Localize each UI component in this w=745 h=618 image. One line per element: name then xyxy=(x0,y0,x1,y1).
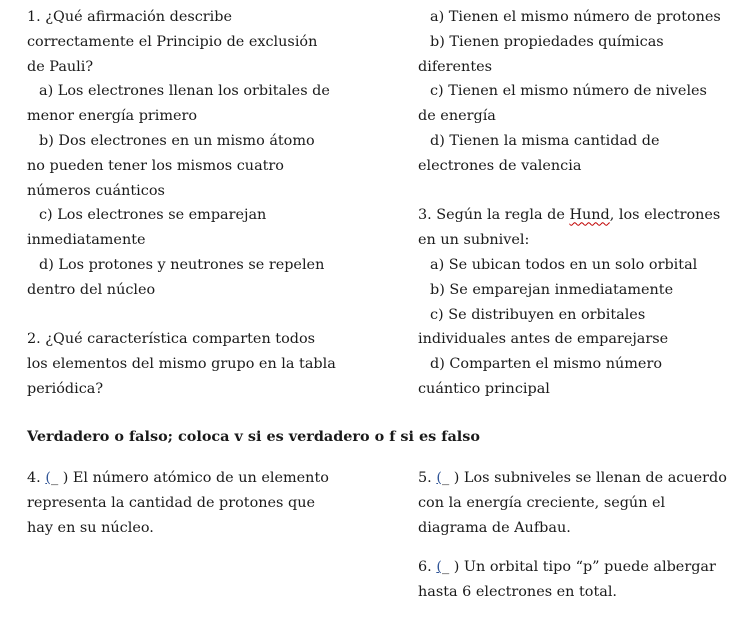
tf-question-5 xyxy=(418,466,745,540)
q1-option-d: d) Los protones y neutrones se repelen xyxy=(39,256,325,273)
q1-stem-line: correctamente el Principio de exclusión xyxy=(27,33,318,50)
q5-number: 5. xyxy=(418,470,437,486)
q4-text: El número atómico de un elemento xyxy=(68,470,329,486)
q3-stem-suffix: , los electrones xyxy=(609,207,721,224)
q4-number: 4. xyxy=(27,470,46,486)
q6-text: Un orbital tipo “p” puede albergar xyxy=(459,559,716,576)
q4-line xyxy=(27,466,417,491)
q5-text-cont: con la energía creciente, según el xyxy=(418,494,666,511)
q6-blank-close: _ ) xyxy=(441,559,460,576)
q2-option-d-cont: electrones de valencia xyxy=(418,157,582,174)
q4-blank-close: _ ) xyxy=(50,470,69,486)
q2-stem-line: periódica? xyxy=(27,380,104,397)
q5-answer-blank[interactable]: ( xyxy=(436,470,442,486)
question-2-options xyxy=(418,5,745,179)
question-3 xyxy=(418,203,745,401)
q1-option-c-cont: inmediatamente xyxy=(27,232,146,249)
tf-question-4 xyxy=(27,466,417,540)
q5-line xyxy=(418,466,745,491)
q1-option-b: b) Dos electrones en un mismo átomo xyxy=(39,132,315,149)
q4-answer-blank[interactable]: ( xyxy=(45,470,51,486)
q3-stem-line xyxy=(418,203,745,228)
q1-stem-line: 1. ¿Qué afirmación describe xyxy=(27,9,233,25)
q2-option-d: d) Tienen la misma cantidad de xyxy=(430,132,660,149)
q2-option-c: c) Tienen el mismo número de niveles xyxy=(430,83,707,100)
q3-option-c: c) Se distribuyen en orbitales xyxy=(430,306,646,323)
q2-option-b-cont: diferentes xyxy=(418,58,493,75)
q3-option-b: b) Se emparejan inmediatamente xyxy=(430,281,674,298)
q6-number: 6. xyxy=(418,559,437,576)
q1-option-a-cont: menor energía primero xyxy=(27,108,198,125)
q2-stem-line: 2. ¿Qué característica comparten todos xyxy=(27,331,315,348)
q5-text: Los subniveles se llenan de acuerdo xyxy=(459,470,727,486)
q3-option-d: d) Comparten el mismo número xyxy=(430,356,662,373)
right-column xyxy=(418,5,745,402)
q2-stem-line: los elementos del mismo grupo en la tabla xyxy=(27,356,336,373)
question-2-stem xyxy=(27,327,417,401)
q1-option-a: a) Los electrones llenan los orbitales de xyxy=(39,83,330,100)
q6-line xyxy=(418,555,745,580)
true-false-heading: Verdadero o falso; coloca v si es verdadero o f si es falso xyxy=(27,428,480,445)
q4-text-cont: representa la cantidad de protones que xyxy=(27,494,315,511)
q1-option-c: c) Los electrones se emparejan xyxy=(39,207,267,224)
q6-text-cont: hasta 6 electrones en total. xyxy=(418,584,618,601)
tf-question-6 xyxy=(418,555,745,605)
q1-option-d-cont: dentro del núcleo xyxy=(27,281,156,298)
tf-questions-right xyxy=(418,466,745,605)
q2-option-b: b) Tienen propiedades químicas xyxy=(430,33,664,50)
q5-blank-close: _ ) xyxy=(441,470,460,486)
q3-stem-line: en un subnivel: xyxy=(418,232,530,249)
q3-option-d-cont: cuántico principal xyxy=(418,380,550,397)
q3-stem-prefix: 3. Según la regla de xyxy=(418,207,570,224)
q1-option-b-cont: números cuánticos xyxy=(27,182,165,199)
left-column xyxy=(27,5,417,402)
q4-text-cont: hay en su núcleo. xyxy=(27,519,154,536)
q3-option-c-cont: individuales antes de emparejarse xyxy=(418,331,669,348)
q6-answer-blank[interactable]: ( xyxy=(436,559,442,576)
q2-option-c-cont: de energía xyxy=(418,108,496,125)
question-1 xyxy=(27,5,417,303)
q1-stem-line: de Pauli? xyxy=(27,58,94,75)
q3-option-a: a) Se ubican todos en un solo orbital xyxy=(430,256,698,273)
q2-option-a: a) Tienen el mismo número de protones xyxy=(430,9,721,25)
q5-text-cont: diagrama de Aufbau. xyxy=(418,519,571,536)
q1-option-b-cont: no pueden tener los mismos cuatro xyxy=(27,157,284,174)
spelling-flagged-word[interactable]: Hund xyxy=(569,207,610,224)
